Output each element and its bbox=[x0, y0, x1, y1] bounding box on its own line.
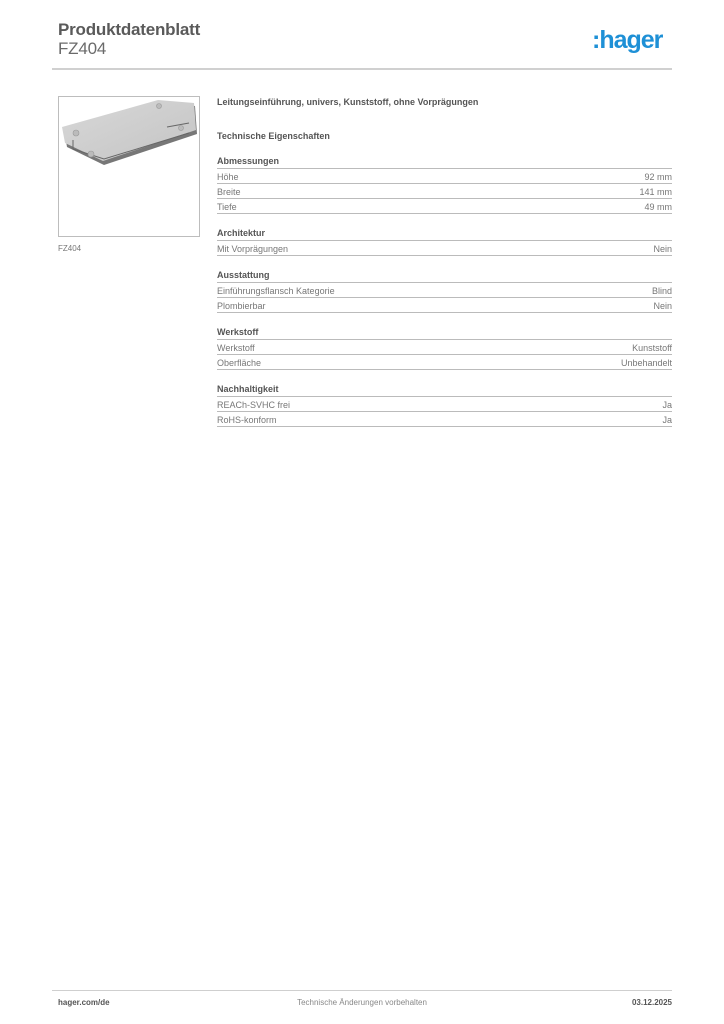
section-title: Abmessungen bbox=[217, 155, 672, 169]
row-label: REACh-SVHC frei bbox=[217, 400, 291, 410]
section-title: Werkstoff bbox=[217, 326, 672, 340]
row-label: Oberfläche bbox=[217, 358, 262, 368]
row-value: 49 mm bbox=[644, 202, 672, 212]
row-value: 141 mm bbox=[639, 187, 672, 197]
row-value: Ja bbox=[662, 400, 672, 410]
hager-logo: :hager bbox=[592, 26, 663, 54]
row-label: Mit Vorprägungen bbox=[217, 244, 289, 254]
section-title: Architektur bbox=[217, 227, 672, 241]
table-row bbox=[217, 412, 672, 427]
table-row bbox=[217, 340, 672, 355]
tech-heading: Technische Eigenschaften bbox=[217, 131, 330, 141]
section-abmessungen bbox=[217, 155, 672, 214]
row-label: Tiefe bbox=[217, 202, 237, 212]
row-label: Werkstoff bbox=[217, 343, 255, 353]
footer-date: 03.12.2025 bbox=[631, 998, 672, 1007]
footer-notice: Technische Änderungen vorbehalten bbox=[297, 998, 427, 1007]
section-nachhaltigkeit bbox=[217, 383, 672, 427]
section-architektur bbox=[217, 227, 672, 256]
table-row bbox=[217, 298, 672, 313]
table-row bbox=[217, 169, 672, 184]
footer-divider bbox=[52, 990, 672, 991]
table-row bbox=[217, 397, 672, 412]
row-label: Einführungsflansch Kategorie bbox=[217, 286, 335, 296]
row-value: Nein bbox=[653, 301, 672, 311]
table-row bbox=[217, 283, 672, 298]
row-label: Plombierbar bbox=[217, 301, 266, 311]
table-row bbox=[217, 199, 672, 214]
footer-website-link[interactable]: hager.com/de bbox=[58, 998, 110, 1007]
product-code: FZ404 bbox=[58, 39, 107, 58]
row-value: Nein bbox=[653, 244, 672, 254]
section-title: Ausstattung bbox=[217, 269, 672, 283]
image-caption: FZ404 bbox=[58, 244, 82, 253]
table-row bbox=[217, 355, 672, 370]
table-row bbox=[217, 184, 672, 199]
section-werkstoff bbox=[217, 326, 672, 370]
header-divider bbox=[52, 68, 672, 70]
product-details bbox=[217, 96, 672, 427]
row-value: Ja bbox=[662, 415, 672, 425]
row-value: Blind bbox=[651, 286, 672, 296]
section-title: Nachhaltigkeit bbox=[217, 383, 672, 397]
row-value: 92 mm bbox=[644, 172, 672, 182]
table-row bbox=[217, 241, 672, 256]
row-value: Kunststoff bbox=[632, 343, 672, 353]
section-ausstattung bbox=[217, 269, 672, 313]
product-image bbox=[58, 96, 200, 237]
cover-plate-icon bbox=[59, 97, 199, 236]
row-label: Höhe bbox=[217, 172, 239, 182]
row-value: Unbehandelt bbox=[620, 358, 672, 368]
page-title: Produktdatenblatt bbox=[58, 20, 201, 39]
row-label: RoHS-konform bbox=[217, 415, 277, 425]
row-label: Breite bbox=[217, 187, 241, 197]
product-description: Leitungseinführung, univers, Kunststoff, ohne Vorprägungen bbox=[217, 97, 479, 107]
